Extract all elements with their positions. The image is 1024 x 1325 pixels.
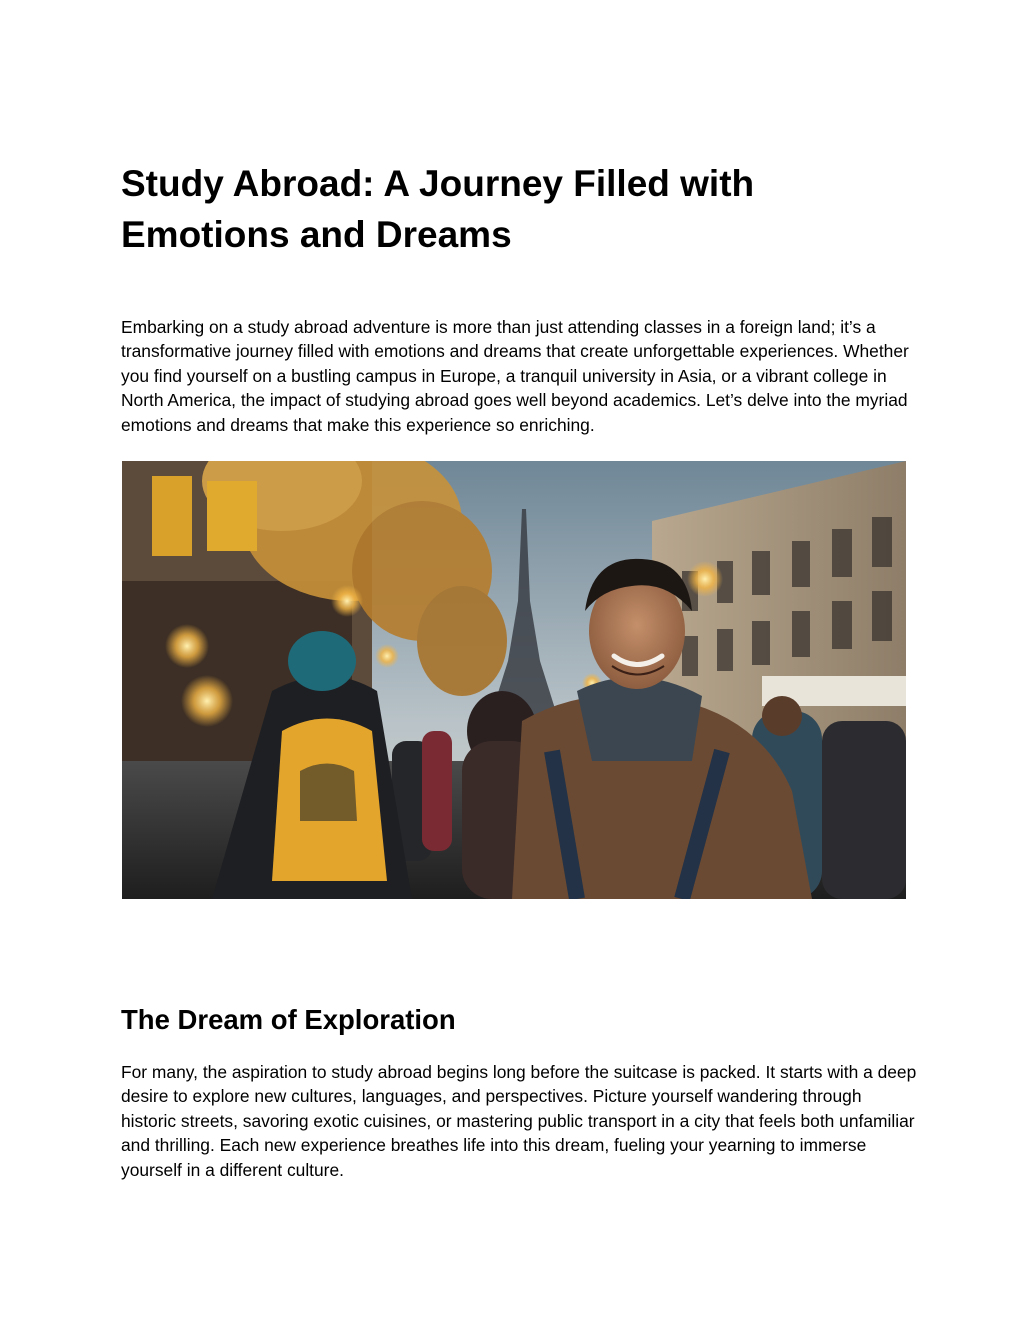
section-heading: The Dream of Exploration xyxy=(121,1004,456,1035)
section-paragraph: For many, the aspiration to study abroad begins long before the suitcase is packed. It starts with a deep desire to explore new cultures, languages, and perspectives. Picture yourself wandering through historic streets, savoring exotic cuisines, or mastering public transport in a city that feels both unfamiliar and thrilling. Each new experience breathes life into this dream, fueling your yearning to immerse yourself in a different culture. xyxy=(121,1062,917,1180)
hero-photo-illustration xyxy=(122,461,906,899)
intro-paragraph: Embarking on a study abroad adventure is more than just attending classes in a foreign land; it’s a transformative journey filled with emotions and dreams that create unforgettable experiences. Whether you find yourself on a bustling campus in Europe, a tranquil university in Asia, or a vibrant college in North America, the impact of studying abroad goes well beyond academics. Let’s delve into the myriad emotions and dreams that make this experience so enriching. xyxy=(121,317,909,435)
hero-photo xyxy=(122,461,906,899)
document-title: Study Abroad: A Journey Filled with Emotions and Dreams xyxy=(121,163,755,255)
